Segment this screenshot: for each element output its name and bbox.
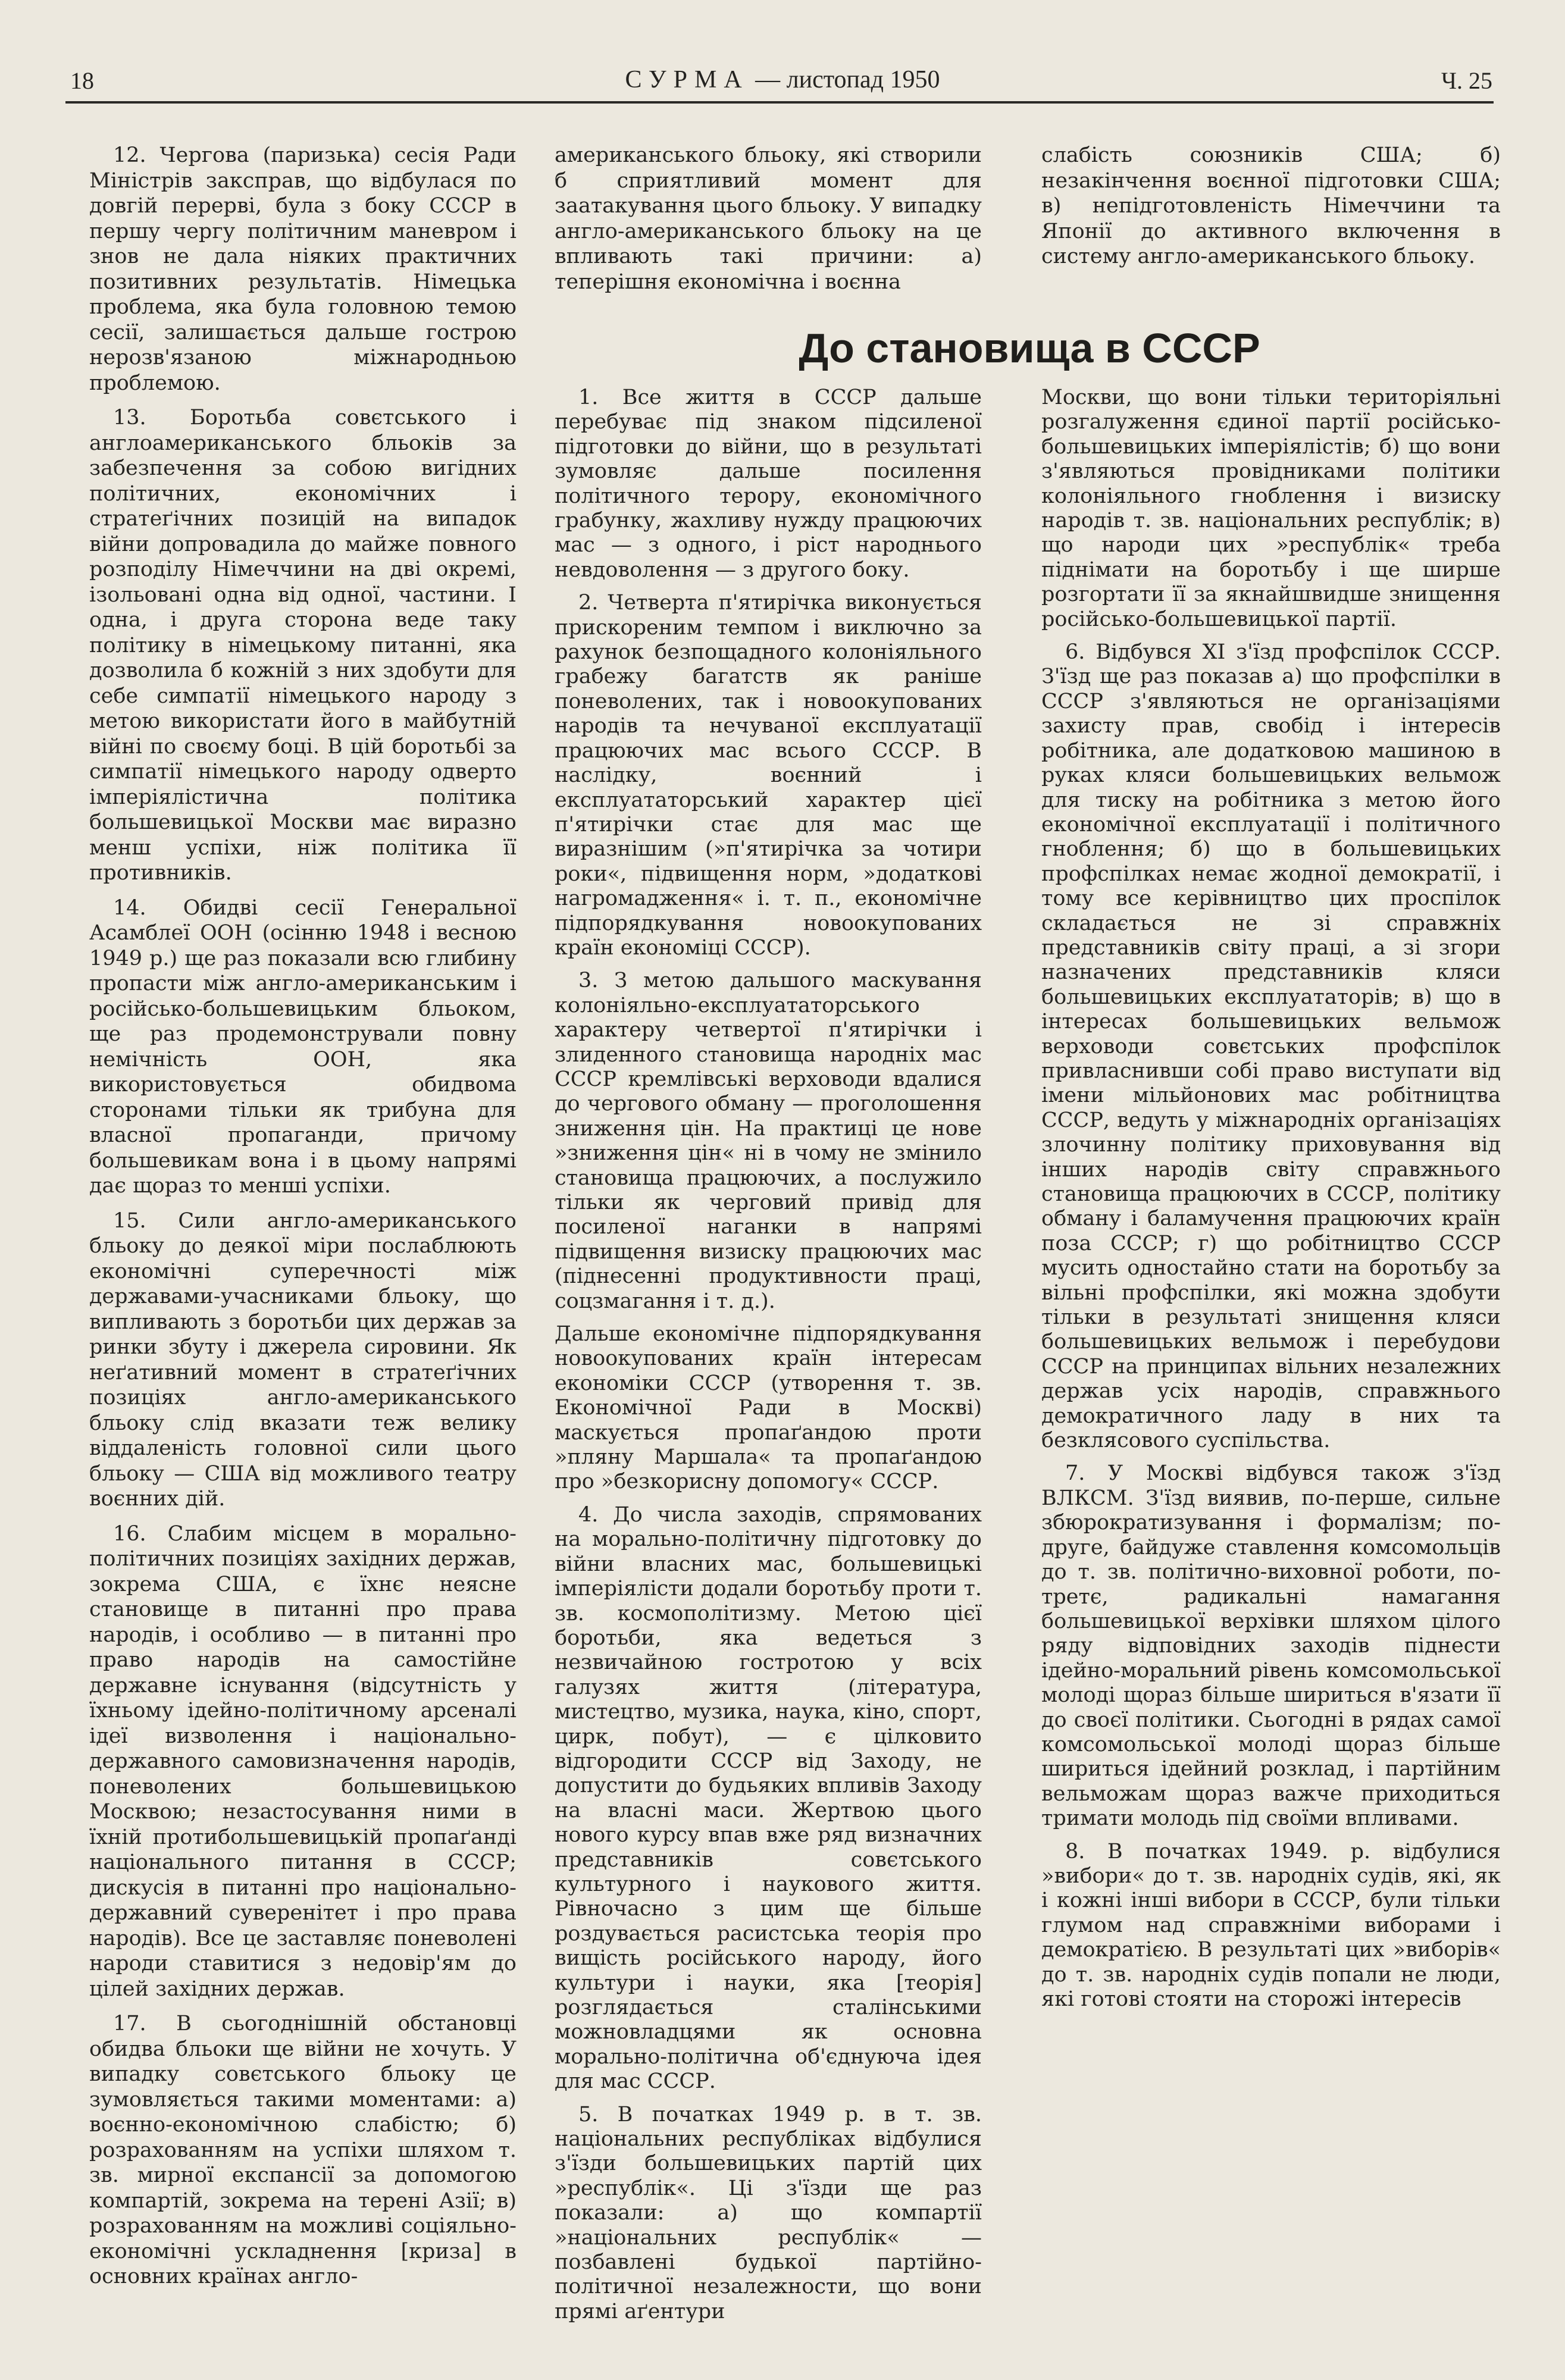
header-rule <box>65 101 1494 104</box>
section-paragraph-6: 6. Відбувся XI з'їзд профспілок СССР. З'їзд ще раз показав а) що профспілки в СССР з'являються не організаціями захисту прав, свобід і інтересів робітника, але додатковою машиною в руках кляси большевицьких вельмож для тиску на робітника з метою його економічної експлуатації і політичного гноблення; б) що в большевицьких профспілках немає жодної демократії, і тому все керівництво цих проспілок складається не зі справжніх представників світу праці, а зі згори назначених представників кляси большевицьких експлуататорів; в) що в інтересах большевицьких вельмож верховоди совєтських профспілок привласнивши собі право виступати від імени мільйонових мас робітництва СССР, ведуть у міжнародніх організаціях злочинну політику приховування від інших народів світу справжнього становища працюючих в СССР, політику обману і баламучення працюючих країн поза СССР; г) що робітництво СССР мусить одностайно стати на боротьбу за вільні профспілки, які можна здобути тільки в результаті знищення кляси большевицьких вельмож і перебудови СССР на принципах вільних незалежних держав усіх народів, справжнього демократичного ладу в них та безклясового суспільства. <box>1041 640 1501 1453</box>
column-3-top <box>1041 143 1501 321</box>
issue-date: — листопад 1950 <box>749 66 940 93</box>
page-header <box>65 60 1500 95</box>
section-paragraph-5: 5. В початках 1949 р. в т. зв. національних республіках відбулися з'їзди большевицьких партій цих »республік«. Ці з'їзди ще раз показали: а) що компартії »національних республік« — позбавлені будької партійно-політичної незалежности, що вони прямі аґентури <box>555 2102 982 2323</box>
section-paragraph-3b: Дальше економічне підпорядкування новоокупованих країн інтересам економіки СССР (утворення т. зв. Економічної Ради в Москві) маскується пропаґандою проти »пляну Маршала« та пропаґандою про »безкорисну допомогу« СССР. <box>555 1322 982 1494</box>
section-paragraph-3: 3. З метою дальшого маскування колоніяльно-експлуататорського характеру четвертої п'ятирічки і злиденного становища народніх мас СССР кремлівські верховоди вдалися до чергового обману — проголошення зниження цін. На практиці це нове »зниження цін« ні в чому не змінило становища працюючих, а послужило тільки як черговий привід для посиленої наганки в напрямі підвищення визиску працюючих мас (піднесенні продуктивности праці, соцзмагання і т. д.). <box>555 969 982 1313</box>
paragraph-13: 13. Боротьба совєтського і англоамериканського бльоків за забезпечення за собою вигідних політичних, економічних і стратеґічних позицій на випадок війни допровадила до майже повного розподілу Німеччини на дві окремі, ізольовані одна від одної, частини. І одна, і друга сторона веде таку політику в німецькому питанні, яка дозволила б кожній з них здобути для себе симпатії німецького народу з метою використати його в майбутній війні по своєму боці. В цій боротьбі за симпатії німецького народу одверто імперіялістична політика большевицької Москви має виразно менш успіхи, ніж політика її противників. <box>89 406 517 885</box>
column-1 <box>89 143 517 2344</box>
paragraph-17-continued: американського бльоку, які створили б сприятливий момент для заатакування цього бльоку. У випадку англо-американського бльоку на це впливають такі причини: а) теперішня економічна і воєнна <box>555 143 982 294</box>
paragraph-17: 17. В сьогоднішній обстановці обидва бльоки ще війни не хочуть. У випадку совєтського бльоку це зумовляється такими моментами: а) воєнно-економічною слабістю; б) розрахованням на успіхи шляхом т. зв. мирної експансії за допомогою компартій, зокрема на терені Азії; в) розрахованням на можливі соціяльно-економічні ускладнення [криза] в основних країнах англо- <box>89 2012 517 2288</box>
paragraph-16: 16. Слабим місцем в морально-політичних позиціях західних держав, зокрема США, є їхнє неясне становище в питанні про права народів, і особливо — в питанні про право народів на самостійне державне існування (відсутність у їхньому ідейно-політичному арсеналі ідеї визволення і національно-державного самовизначення народів, поневолених большевицькою Москвою; незастосування ними в їхній протибольшевицькій пропаґанді національного питання в СССР; дискусія в питанні про національно-державний суверенітет і про права народів). Все це заставляє поневолені народи ставитися з недовір'ям до цілей західних держав. <box>89 1521 517 2001</box>
section-paragraph-4: 4. До числа заходів, спрямованих на морально-політичну підготовку до війни власних мас, большевицькі імперіялісти додали боротьбу проти т. зв. космополітизму. Метою цієї боротьби, яка ведеться з незвичайною гостротою у всіх галузях життя (література, мистецтво, музика, наука, кіно, спорт, цирк, побут), — є цілковито відгородити СССР від Заходу, не допустити до будьяких впливів Заходу на власні маси. Жертвою цього нового курсу впав вже ряд визначних представників совєтського культурного і наукового життя. Рівночасно з цим ще більше роздувається расистська теорія про вищість російського народу, його культури і науки, яка [теорія] розглядається сталінськими можновладцями як основна морально-політична об'єднуюча ідея для мас СССР. <box>555 1502 982 2094</box>
paragraph-12: 12. Чергова (паризька) сесія Ради Міністрів заксправ, що відбулася по довгій перерві, була з боку СССР в першу чергу політичним маневром і знов не дала ніяких практичних позитивних результатів. Німецька проблема, яка була головною темою сесії, залишається дальше гострою нерозв'язаною міжнародньою проблемою. <box>89 143 517 395</box>
section-title: До становища в СССР <box>799 325 1260 371</box>
paragraph-14: 14. Обидві сесії Генеральної Асамблеї ООН (осінню 1948 і весною 1949 р.) ще раз показали всю глибину пропасти між англо-американським і російсько-большевицьким бльоком, ще раз продемонстрували повну немічність ООН, яка використовується обидвома сторонами тільки як трибуна для власної пропаганди, причому большевикам вона і в цьому напрямі дає щораз то менші успіхи. <box>89 895 517 1198</box>
column-2 <box>555 386 982 2349</box>
paragraph-15: 15. Сили англо-американського бльоку до деякої міри послаблюють економічні суперечності між державами-учасниками бльоку, що випливають з боротьби цих держав за ринки збуту і джерела сировини. Як неґативний момент в стратеґічних позиціях англо-американського бльоку слід вказати теж велику віддаленість головної сили цього бльоку — США від можливого театру воєнних дій. <box>89 1208 517 1511</box>
section-paragraph-2: 2. Четверта п'ятирічка виконується прискореним темпом і виключно за рахунок безпощадного колоніяльного грабежу багатств як раніше поневолених, так і новоокупованих народів та нечуваної експлуатації працюючих мас всього СССР. В наслідку, воєнний і експлуататорський характер цієї п'ятирічки стає для мас ще виразнішим (»п'ятирічка за чотири роки«, підвищення норм, »додаткові нагромадження« і. т. п., економічне підпорядкування новоокупованих країн економіці СССР). <box>555 591 982 960</box>
section-paragraph-1: 1. Все життя в СССР дальше перебуває під знаком підсиленої підготовки до війни, що в результаті зумовляє дальше посилення політичного терору, економічного грабунку, жахливу нужду працюючих мас — з одного, і ріст народнього невдоволення — з другого боку. <box>555 386 982 582</box>
running-title <box>65 65 1500 94</box>
column-2-top <box>555 143 982 321</box>
issue-part: Ч. 25 <box>1441 67 1492 94</box>
section-paragraph-7: 7. У Москві відбувся також з'їзд ВЛКСМ. З'їзд виявив, по-перше, сильне збюрократизування і формалізм; по-друге, байдуже ставлення комсомольців до т. зв. політично-виховної роботи, по-третє, радикальні намагання большевицької верхівки шляхом цілого ряду відповідних заходів піднести ідейно-моральний рівень комсомольської молоді щораз більше шириться в'язати її до своєї політики. Сьогодні в рядах самої комсомольської молоді щораз більше шириться ідейний розклад, і партійним вельможам щораз важче приходиться тримати молодь під своїми впливами. <box>1041 1461 1501 1831</box>
column-3 <box>1041 386 1501 2349</box>
page-number: 18 <box>70 67 94 94</box>
paragraph-17-continued-end: слабість союзників США; б) незакінчення воєнної підготовки США; в) непідготовленість Німеччини та Японії до активного включення в систему англо-американського бльоку. <box>1041 143 1501 268</box>
section-paragraph-5-continued: Москви, що вони тільки територіяльні розгалуження єдиної партії російсько-большевицьких імперіялістів; б) що вони з'являються провідниками політики колоніяльного гноблення і визиску народів т. зв. національних республік; в) що народи цих »республік« треба піднімати на боротьбу і ще ширше розгортати її за якнайшвидше знищення російсько-большевицької партії. <box>1041 386 1501 631</box>
magazine-name: СУРМА <box>625 66 749 93</box>
section-paragraph-8: 8. В початках 1949. р. відбулися »вибори« до т. зв. народніх судів, які, як і кожні інші вибори в СССР, були тільки глумом над справжніми виборами і демократією. В результаті цих »виборів« до т. зв. народніх судів попали не люди, які готові стояти на сторожі інтересів <box>1041 1839 1501 2011</box>
